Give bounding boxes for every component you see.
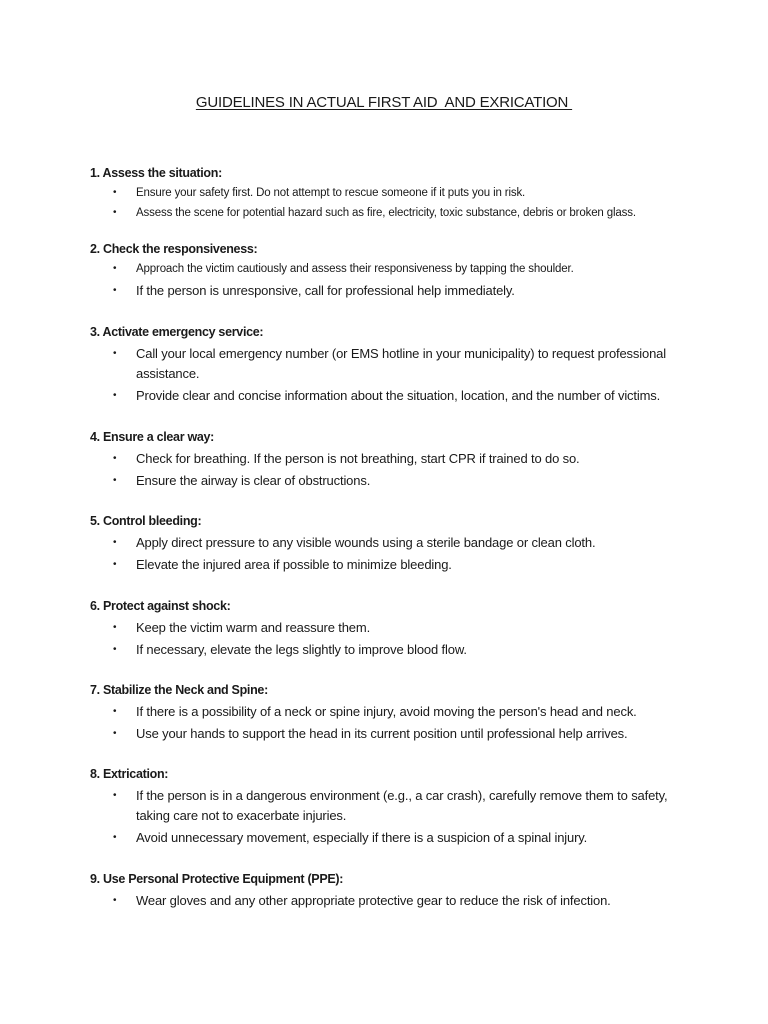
section-heading: 1. Assess the situation: bbox=[90, 166, 222, 180]
section-control-bleeding bbox=[90, 512, 690, 577]
bullet-icon: • bbox=[113, 644, 117, 655]
list-item bbox=[90, 281, 676, 301]
list-item bbox=[90, 185, 676, 201]
bullet-icon: • bbox=[113, 390, 117, 401]
list-item-text: If necessary, elevate the legs slightly to improve blood flow. bbox=[136, 642, 467, 657]
section-heading: 7. Stabilize the Neck and Spine: bbox=[90, 683, 268, 697]
bullet-icon: • bbox=[113, 263, 117, 274]
list-item-text: Provide clear and concise information about the situation, location, and the number of victims. bbox=[136, 388, 661, 403]
bullet-icon: • bbox=[113, 453, 117, 464]
list-item-text: Call your local emergency number (or EMS hotline in your municipality) to request professional assistance. bbox=[136, 346, 666, 381]
section-heading: 6. Protect against shock: bbox=[90, 599, 231, 613]
list-item-text: If the person is in a dangerous environment (e.g., a car crash), carefully remove them to safety, taking care not to exacerbate injuries. bbox=[136, 788, 668, 823]
list-item bbox=[90, 205, 676, 221]
list-item-text: Elevate the injured area if possible to minimize bleeding. bbox=[136, 557, 452, 572]
bullet-list bbox=[90, 786, 690, 848]
list-item-text: Check for breathing. If the person is not breathing, start CPR if trained to do so. bbox=[136, 451, 580, 466]
bullet-list bbox=[90, 618, 690, 660]
list-item-text: Ensure your safety first. Do not attempt to rescue someone if it puts you in risk. bbox=[136, 187, 526, 199]
section-ppe bbox=[90, 870, 690, 913]
bullet-icon: • bbox=[113, 187, 117, 198]
bullet-list bbox=[90, 185, 690, 221]
bullet-list bbox=[90, 344, 690, 406]
list-item bbox=[90, 618, 676, 638]
list-item bbox=[90, 533, 676, 553]
bullet-icon: • bbox=[113, 790, 117, 801]
bullet-icon: • bbox=[113, 622, 117, 633]
list-item bbox=[90, 702, 676, 722]
list-item bbox=[90, 555, 676, 575]
bullet-icon: • bbox=[113, 728, 117, 739]
bullet-icon: • bbox=[113, 559, 117, 570]
list-item-text: Approach the victim cautiously and assess their responsiveness by tapping the shoulder. bbox=[136, 263, 574, 275]
bullet-icon: • bbox=[113, 832, 117, 843]
list-item bbox=[90, 724, 676, 744]
section-heading: 9. Use Personal Protective Equipment (PPE): bbox=[90, 872, 344, 886]
section-heading: 3. Activate emergency service: bbox=[90, 325, 264, 339]
bullet-icon: • bbox=[113, 348, 117, 359]
list-item bbox=[90, 471, 676, 491]
bullet-list bbox=[90, 449, 690, 491]
list-item-text: Assess the scene for potential hazard such as fire, electricity, toxic substance, debris or broken glass. bbox=[136, 207, 636, 219]
section-heading: 2. Check the responsiveness: bbox=[90, 242, 258, 256]
bullet-icon: • bbox=[113, 207, 117, 218]
bullet-list bbox=[90, 891, 690, 911]
bullet-icon: • bbox=[113, 706, 117, 717]
bullet-icon: • bbox=[113, 537, 117, 548]
list-item bbox=[90, 386, 676, 406]
section-heading: 5. Control bleeding: bbox=[90, 514, 202, 528]
list-item-text: Wear gloves and any other appropriate protective gear to reduce the risk of infection. bbox=[136, 893, 611, 908]
list-item bbox=[90, 891, 676, 911]
document-title: GUIDELINES IN ACTUAL FIRST AID AND EXRICATION bbox=[195, 94, 573, 111]
list-item bbox=[90, 786, 676, 826]
list-item bbox=[90, 344, 676, 384]
list-item bbox=[90, 828, 676, 848]
list-item-text: Use your hands to support the head in its current position until professional help arrives. bbox=[136, 726, 628, 741]
list-item-text: Apply direct pressure to any visible wounds using a sterile bandage or clean cloth. bbox=[136, 535, 596, 550]
bullet-list bbox=[90, 261, 690, 301]
section-extrication bbox=[90, 765, 690, 850]
list-item-text: Keep the victim warm and reassure them. bbox=[136, 620, 371, 635]
list-item-text: If the person is unresponsive, call for professional help immediately. bbox=[136, 283, 515, 298]
list-item-text: If there is a possibility of a neck or spine injury, avoid moving the person's head and neck. bbox=[136, 704, 637, 719]
section-assess-situation bbox=[90, 164, 690, 225]
section-clear-way bbox=[90, 428, 690, 493]
bullet-icon: • bbox=[113, 895, 117, 906]
section-protect-shock bbox=[90, 597, 690, 662]
bullet-list bbox=[90, 702, 690, 744]
section-stabilize-neck-spine bbox=[90, 681, 690, 746]
section-heading: 8. Extrication: bbox=[90, 767, 169, 781]
list-item-text: Ensure the airway is clear of obstructions. bbox=[136, 473, 371, 488]
section-check-responsiveness bbox=[90, 240, 690, 303]
bullet-list bbox=[90, 533, 690, 575]
list-item bbox=[90, 449, 676, 469]
bullet-icon: • bbox=[113, 285, 117, 296]
list-item-text: Avoid unnecessary movement, especially if there is a suspicion of a spinal injury. bbox=[136, 830, 588, 845]
section-heading: 4. Ensure a clear way: bbox=[90, 430, 215, 444]
bullet-icon: • bbox=[113, 475, 117, 486]
list-item bbox=[90, 640, 676, 660]
list-item bbox=[90, 261, 676, 277]
section-activate-emergency bbox=[90, 323, 690, 408]
